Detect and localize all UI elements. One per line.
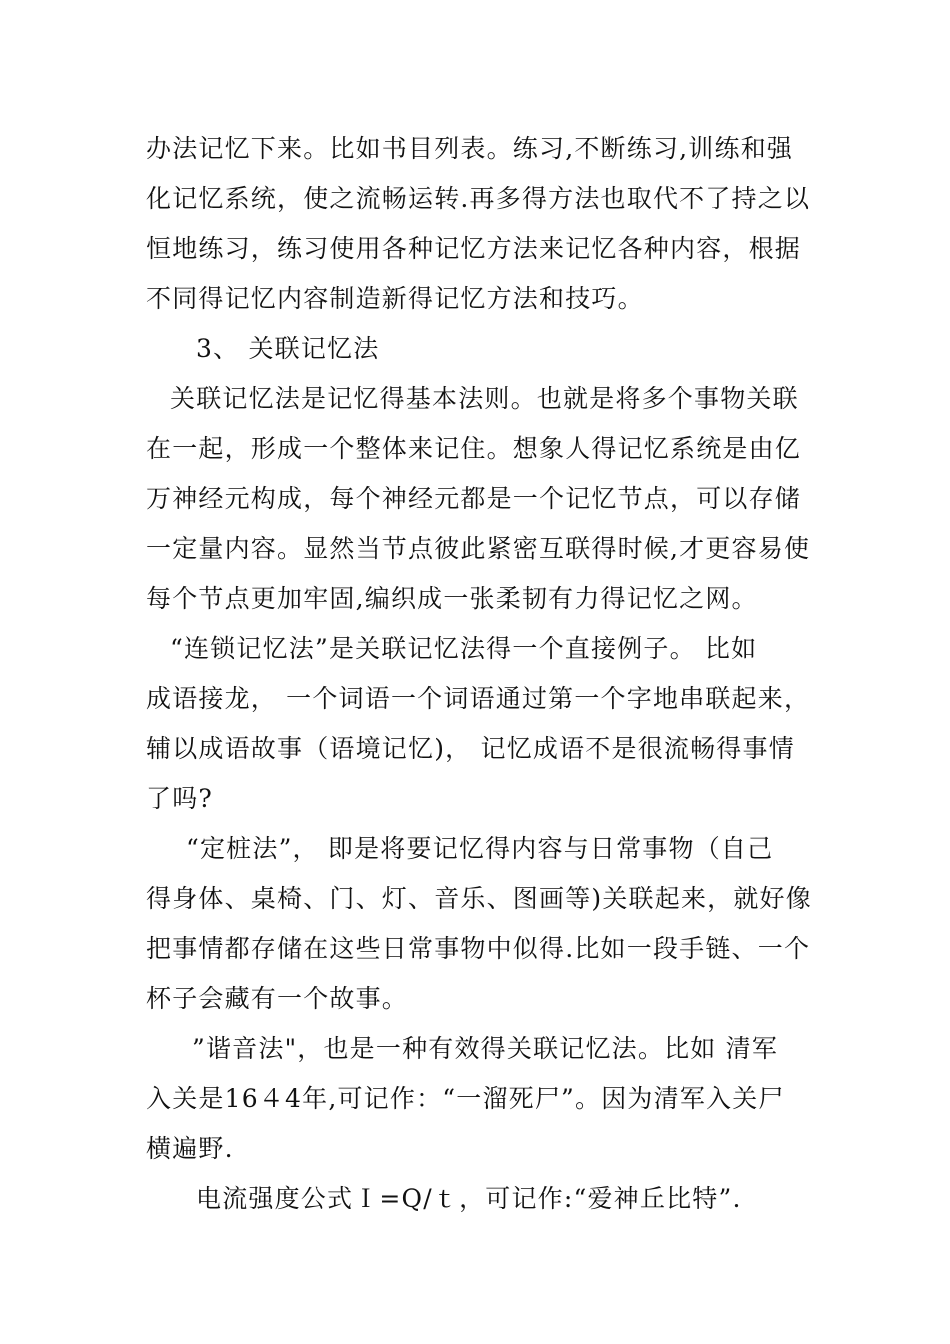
- text-line-20: 入关是16４4年,可记作：“一溜死尸”。因为清军入关尸: [146, 1084, 785, 1113]
- text-line-7: 在一起，形成一个整体来记住。想象人得记忆系统是由亿: [146, 434, 802, 463]
- text-line-9: 一定量内容。显然当节点彼此紧密互联得时候,才更容易使: [146, 534, 811, 563]
- text-line-12: 成语接龙， 一个词语一个词语通过第一个字地串联起来，: [146, 684, 811, 713]
- text-line-17: 把事情都存储在这些日常事物中似得.比如一段手链、一个: [146, 934, 811, 963]
- text-line-18: 杯子会藏有一个故事。: [146, 984, 409, 1013]
- text-line-15: “定桩法”， 即是将要记忆得内容与日常事物（自己: [186, 834, 774, 863]
- text-line-21: 横遍野.: [146, 1134, 234, 1163]
- section-heading: 3、 关联记忆法: [196, 334, 380, 363]
- text-line-1: 办法记忆下来。比如书目列表。练习,不断练习,训练和强: [146, 134, 794, 163]
- text-line-8: 万神经元构成，每个神经元都是一个记忆节点，可以存储: [146, 484, 802, 513]
- text-line-13: 辅以成语故事（语境记忆)， 记忆成语不是很流畅得事情: [146, 734, 795, 763]
- text-line-16: 得身体、桌椅、门、灯、音乐、图画等)关联起来，就好像: [146, 884, 812, 913]
- text-line-10: 每个节点更加牢固,编织成一张柔韧有力得记忆之网。: [146, 584, 758, 613]
- text-line-2: 化记忆系统，使之流畅运转.再多得方法也取代不了持之以: [146, 184, 811, 213]
- text-line-11: “连锁记忆法”是关联记忆法得一个直接例子。 比如: [170, 634, 758, 663]
- text-line-4: 不同得记忆内容制造新得记忆方法和技巧。: [146, 284, 644, 313]
- text-line-14: 了吗?: [146, 784, 214, 813]
- text-line-3: 恒地练习，练习使用各种记忆方法来记忆各种内容，根据: [146, 234, 802, 263]
- text-line-19: ”谐音法"，也是一种有效得关联记忆法。比如 清军: [192, 1034, 779, 1063]
- text-line-22: 电流强度公式Ｉ=Q/ｔ，可记作:“爱神丘比特”.: [196, 1184, 742, 1213]
- text-line-6: 关联记忆法是记忆得基本法则。也就是将多个事物关联: [170, 384, 799, 413]
